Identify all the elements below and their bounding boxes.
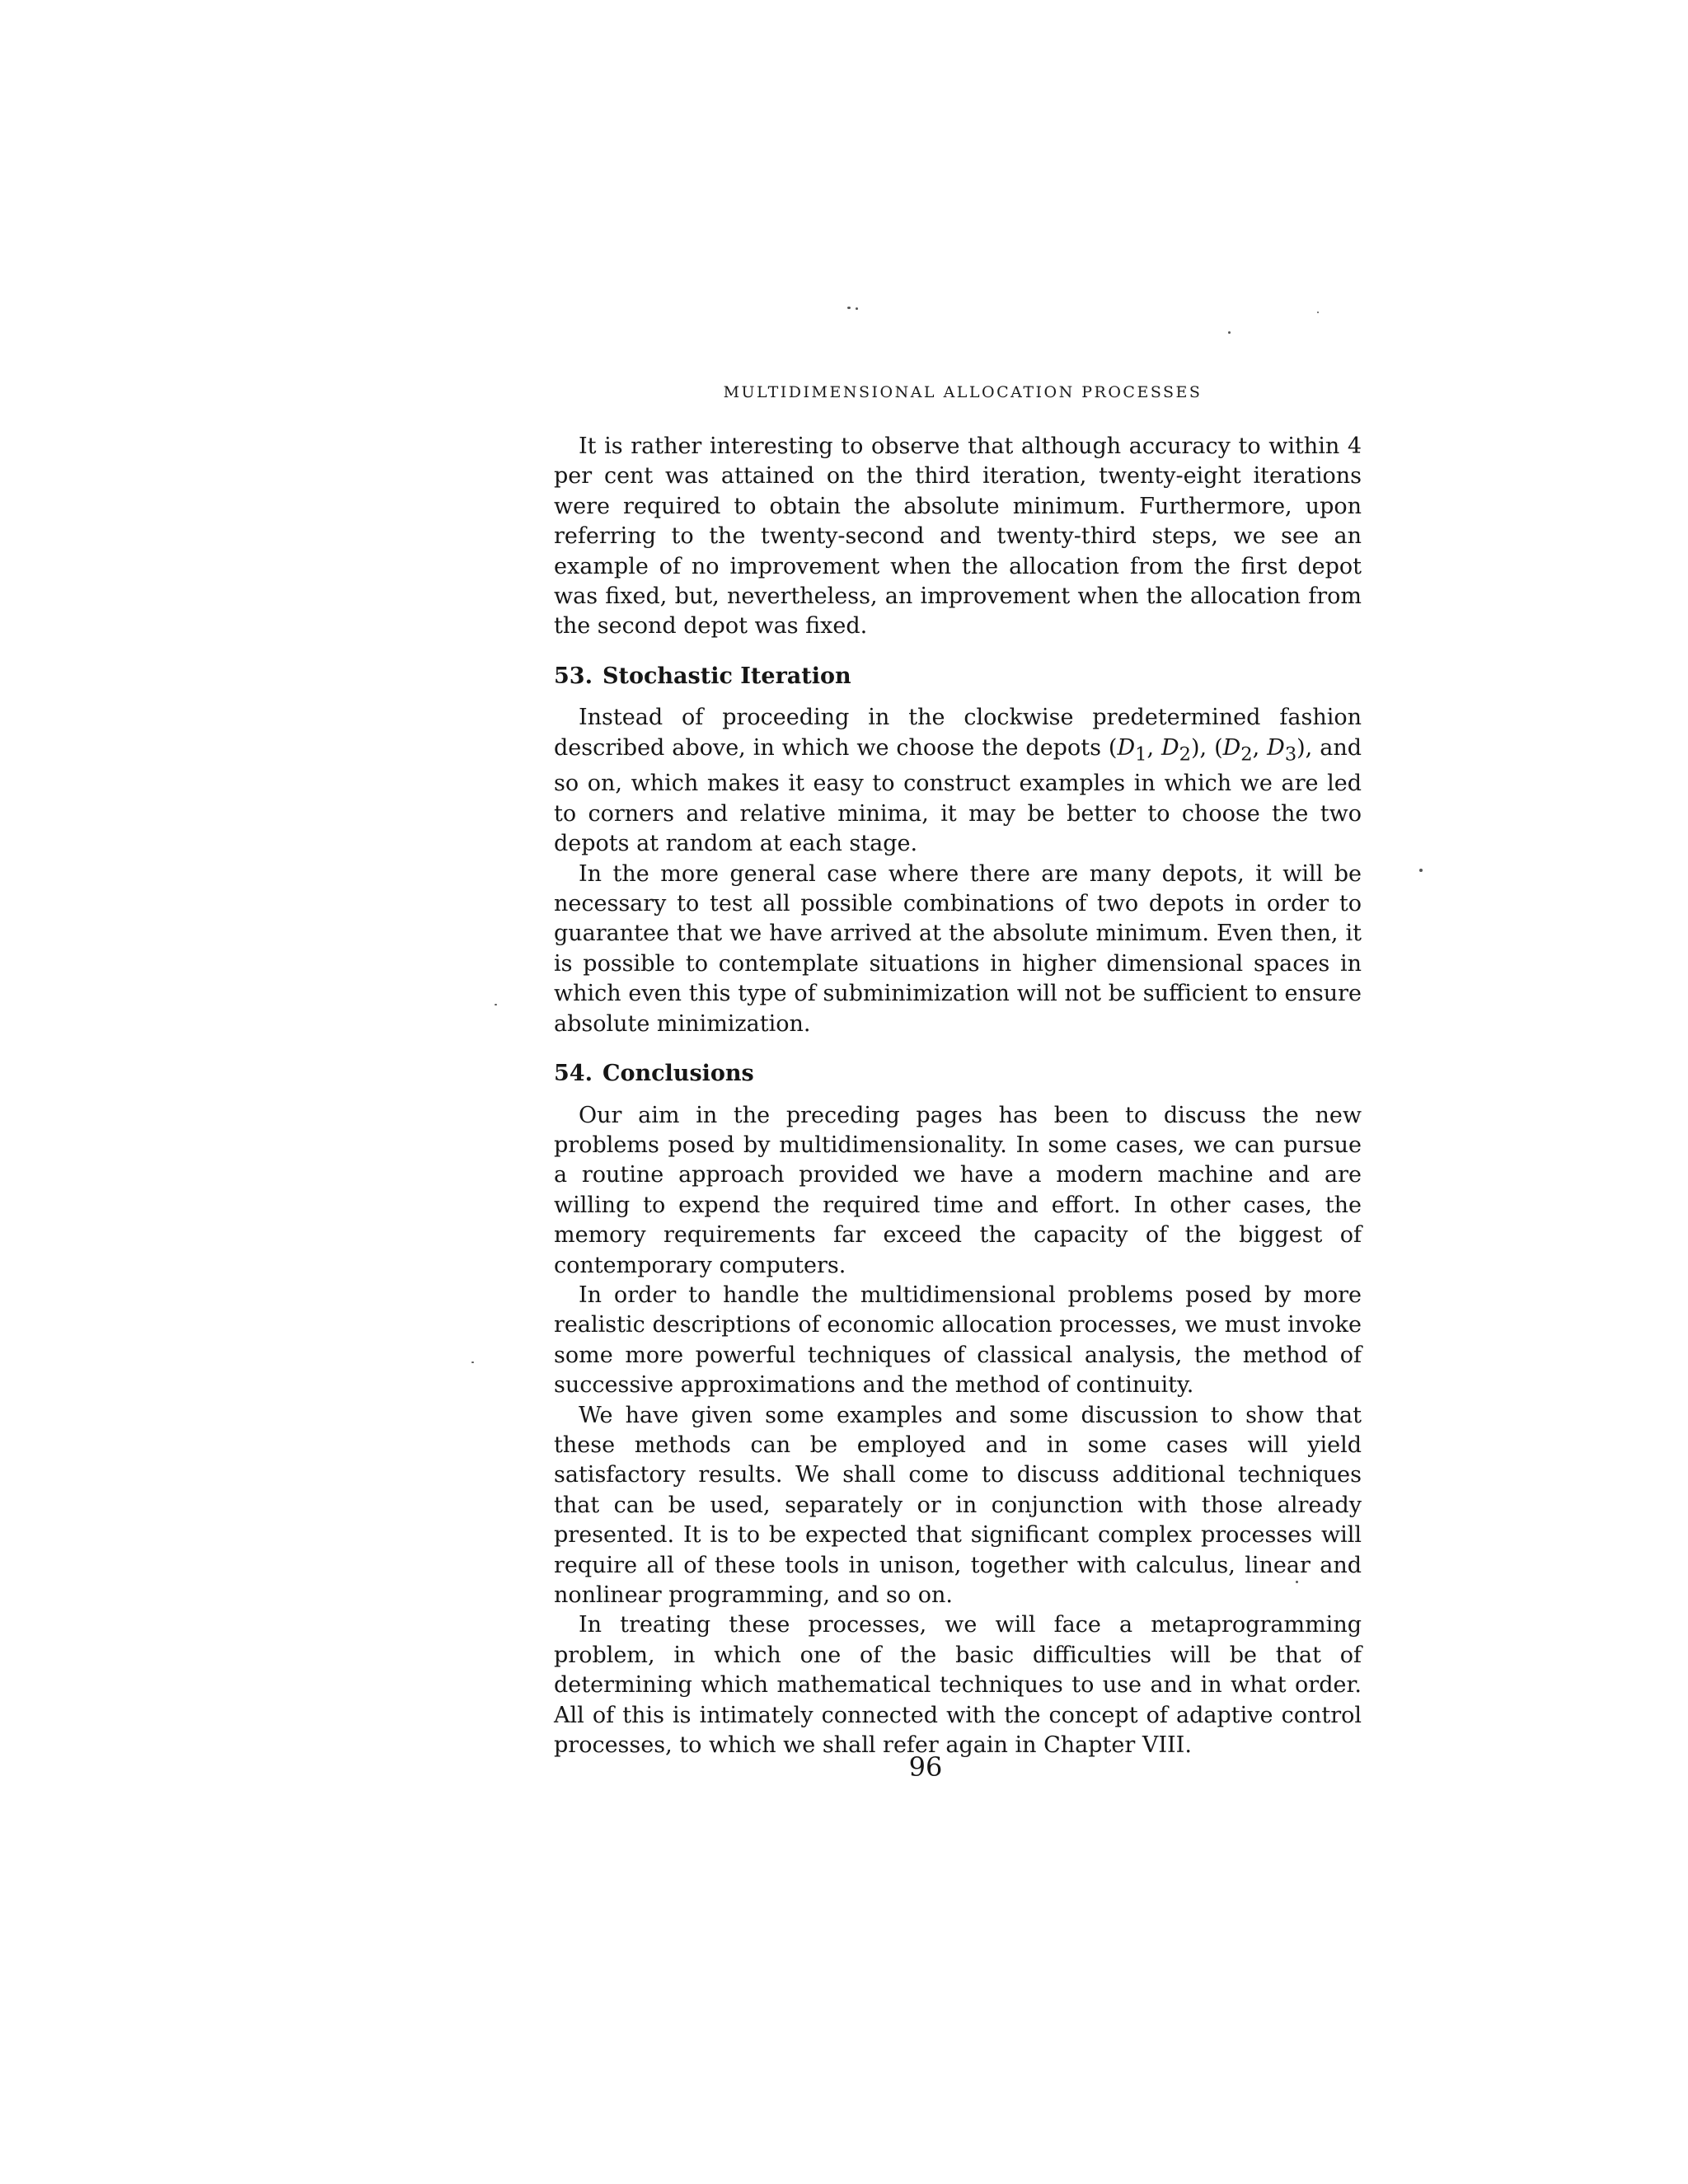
section-number: 53. <box>554 663 593 689</box>
scan-speck <box>847 307 851 309</box>
math-var: D <box>1117 734 1136 761</box>
scan-speck <box>495 1004 497 1005</box>
text-run: Instead of proceeding in the clockwise predetermined fashion described above, in which we choose the depots ( <box>554 705 1362 761</box>
scan-speck <box>1228 331 1231 334</box>
section-number: 54. <box>554 1061 593 1087</box>
body-text <box>554 432 1362 1760</box>
scan-speck <box>1419 869 1423 872</box>
section-53-paragraph-2: In the more general case where there are many depots, it will be necessary to test all possible combinations of two depots in order to guarantee that we have arrived at the absolute minimum. Even then, it is possible to contemplate situations in higher dimensional spaces in which even this type of subminimization will not be sufficient to ensure absolute minimization. <box>554 860 1362 1037</box>
scan-speck <box>1317 312 1319 313</box>
section-53-paragraph-1 <box>554 703 1362 859</box>
section-54-paragraph-1: Our aim in the preceding pages has been to discuss the new problems posed by multidimensionality. In some cases, we can pursue a routine approach provided we have a modern machine and are willing to expend the required time and effort. In other cases, the memory requirements far exceed the capacity of the biggest of contemporary computers. <box>554 1102 1362 1278</box>
section-54-paragraph-4: In treating these processes, we will face a metaprogramming problem, in which one of the basic difficulties will be that of determining which mathematical techniques to use and in what order. All of this is intimately connected with the concept of adaptive control processes, to which we shall refer again in Chapter VIII. <box>554 1612 1362 1759</box>
scan-speck <box>471 1361 474 1363</box>
intro-paragraph: It is rather interesting to observe that although accuracy to within 4 per cent was attained on the third iteration, twenty-eight iterations were required to obtain the absolute minimum. Furthermore, upon referring to the twenty-second and twenty-third steps, we see an example of no improvement when the allocation from the first depot was fixed, but, nevertheless, an improvement when the allocation from the second depot was fixed. <box>554 434 1362 640</box>
text-run: , <box>1252 734 1268 761</box>
math-var: D <box>1222 734 1241 761</box>
section-54-paragraph-2: In order to handle the multidimensional problems posed by more realistic descriptions of economic allocation processes, we must invoke some more powerful techniques of classical analysis, the method of successive approximations and the method of continuity. <box>554 1282 1362 1399</box>
math-var: D <box>1267 734 1285 761</box>
text-run: ), ( <box>1190 734 1223 761</box>
math-subscript: 2 <box>1240 743 1253 766</box>
running-head: MULTIDIMENSIONAL ALLOCATION PROCESSES <box>723 383 1203 401</box>
text-run: , <box>1146 734 1161 761</box>
section-heading-53 <box>554 662 1362 691</box>
section-title: Stochastic Iteration <box>602 663 851 689</box>
math-subscript: 1 <box>1135 743 1147 766</box>
section-heading-54 <box>554 1059 1362 1089</box>
text-run: ), and so on, which makes it easy to construct examples in which we are led to corners and relative minima, it may be better to choose the two depots at random at each stage. <box>554 734 1362 857</box>
page-number: 96 <box>908 1751 943 1783</box>
section-54-paragraph-3: We have given some examples and some discussion to show that these methods can be employed and in some cases will yield satisfactory results. We shall come to discuss additional techniques that can be used, separately or in conjunction with those already presented. It is to be expected that significant complex processes will require all of these tools in unison, together with calculus, linear and nonlinear programming, and so on. <box>554 1402 1362 1609</box>
math-subscript: 2 <box>1179 743 1191 766</box>
math-var: D <box>1161 734 1179 761</box>
scan-speck <box>856 307 858 310</box>
section-title: Conclusions <box>602 1061 754 1087</box>
math-subscript: 3 <box>1284 743 1297 766</box>
